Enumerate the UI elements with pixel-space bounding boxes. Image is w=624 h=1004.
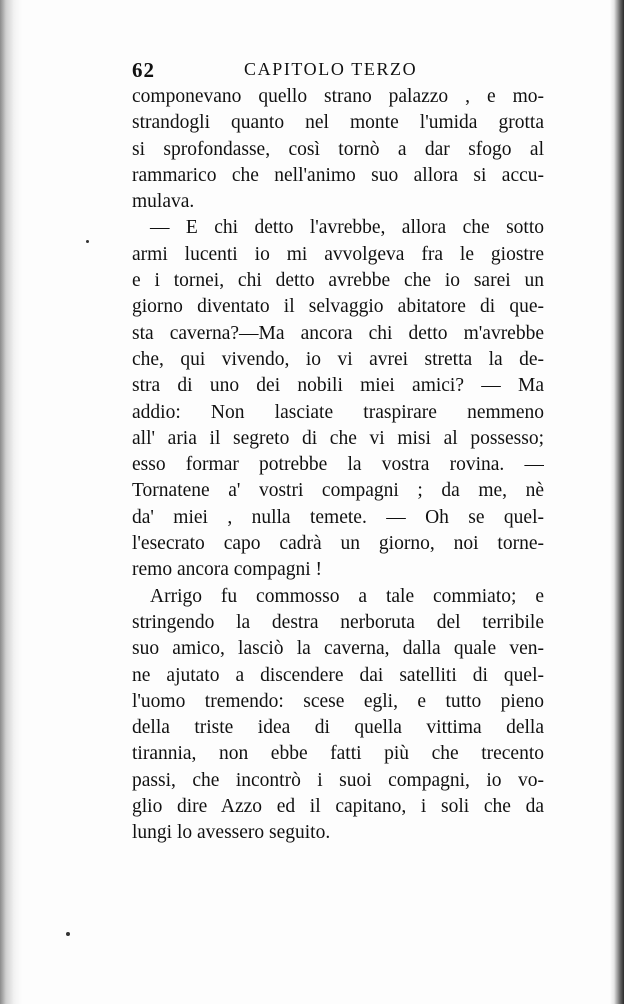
text-line: rammarico che nell'animo suo allora si accu- <box>132 164 544 186</box>
text-line: che, qui vivendo, io vi avrei stretta la de- <box>132 348 544 370</box>
page-gutter-shadow <box>0 0 22 1004</box>
text-line: Arrigo fu commosso a tale commiato; e <box>150 585 544 607</box>
text-line: remo ancora compagni ! <box>132 559 323 581</box>
text-line: suo amico, lasciò la caverna, dalla quale ven- <box>132 638 544 660</box>
text-line: — E chi detto l'avrebbe, allora che sotto <box>150 217 544 239</box>
page-number: 62 <box>132 58 155 82</box>
text-line: Tornatene a' vostri compagni ; da me, nè <box>132 480 544 502</box>
text-line: sta caverna?—Ma ancora chi detto m'avrebbe <box>132 322 544 344</box>
running-head <box>132 58 544 84</box>
text-line: ne ajutato a discendere dai satelliti di quel- <box>132 664 544 686</box>
text-line: l'uomo tremendo: scese egli, e tutto pieno <box>132 690 544 712</box>
text-line: l'esecrato capo cadrà un giorno, noi torne- <box>132 533 544 555</box>
text-line: componevano quello strano palazzo , e mo- <box>132 86 544 107</box>
text-line: lungi lo avessero seguito. <box>132 822 331 844</box>
text-line: passi, che incontrò i suoi compagni, io vo- <box>132 769 544 791</box>
ink-speck <box>86 240 89 243</box>
ink-speck <box>66 932 70 936</box>
text-line: tirannia, non ebbe fatti più che trecento <box>132 743 544 765</box>
text-line: giorno diventato il selvaggio abitatore di que- <box>132 296 544 318</box>
text-line: della triste idea di quella vittima della <box>132 717 544 739</box>
text-line: esso formar potrebbe la vostra rovina. — <box>132 454 544 476</box>
text-line: stra di uno dei nobili miei amici? — Ma <box>132 375 544 397</box>
text-line: armi lucenti io mi avvolgeva fra le giostre <box>132 243 544 265</box>
text-line: si sprofondasse, così tornò a dar sfogo al <box>132 138 544 160</box>
text-line: e i tornei, chi detto avrebbe che io sarei un <box>132 270 544 292</box>
page-edge-shadow <box>610 0 624 1004</box>
body-text <box>132 84 544 847</box>
chapter-title: CAPITOLO TERZO <box>244 59 418 79</box>
text-line: stringendo la destra nerboruta del terribile <box>132 611 544 633</box>
text-line: mulava. <box>132 191 195 213</box>
text-line: strandogli quanto nel monte l'umida grotta <box>132 112 544 134</box>
text-line: glio dire Azzo ed il capitano, i soli che da <box>132 796 544 818</box>
text-line: addio: Non lasciate traspirare nemmeno <box>132 401 544 423</box>
text-line: all' aria il segreto di che vi misi al possesso; <box>132 427 544 449</box>
text-line: da' miei , nulla temete. — Oh se quel- <box>132 506 544 528</box>
